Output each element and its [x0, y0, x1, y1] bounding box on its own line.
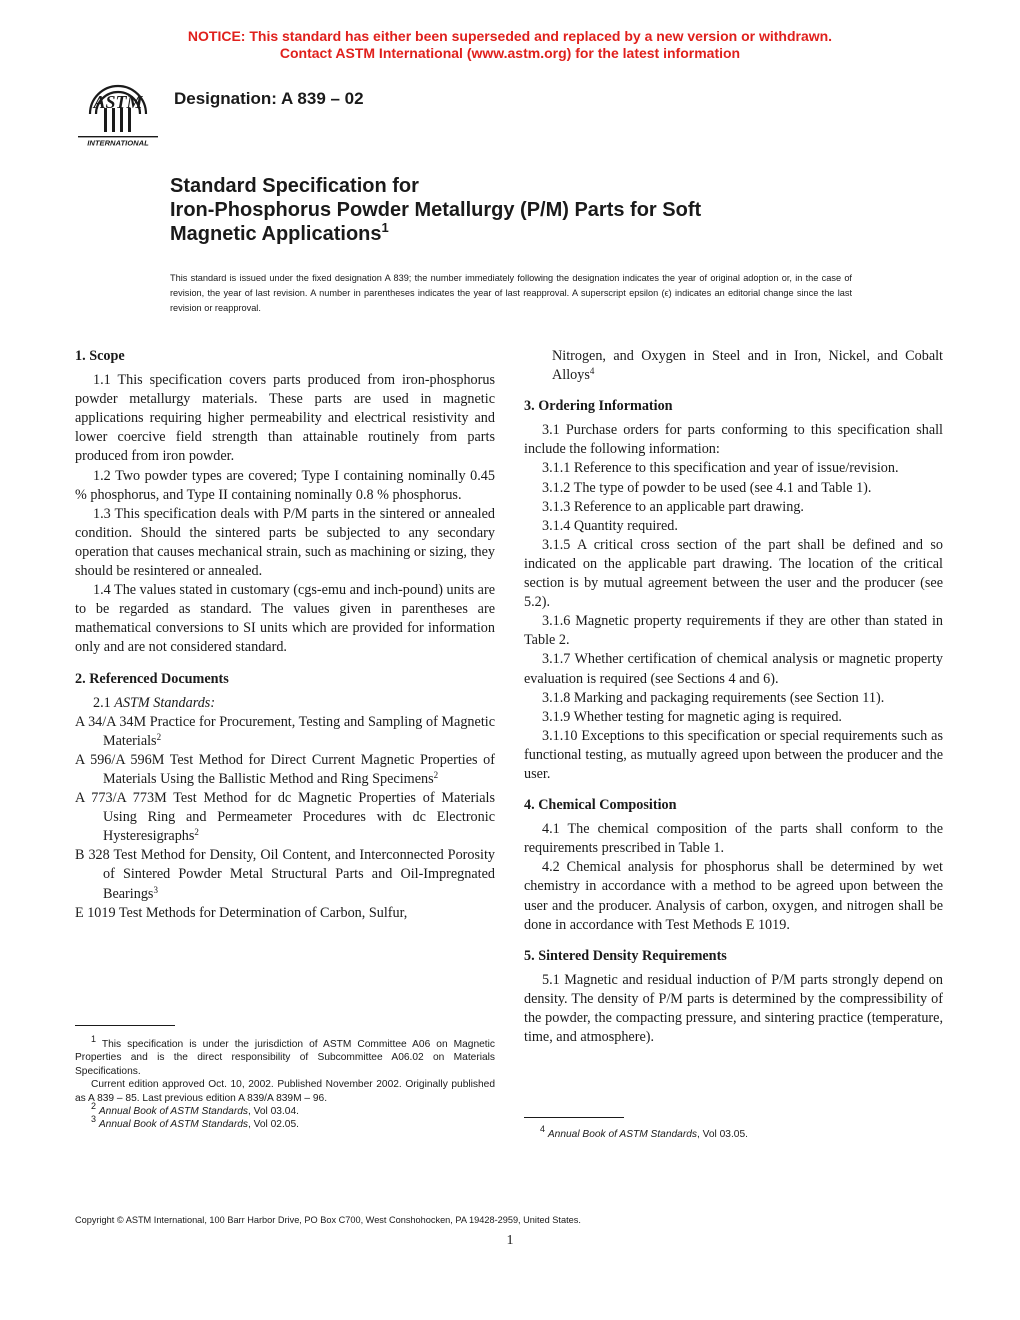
title-line-2: Iron-Phosphorus Powder Metallurgy (P/M) Parts for Soft	[170, 199, 702, 221]
ordering-paragraph: 3.1.5 A critical cross section of the part shall be defined and so indicated on the applicable part drawing. The location of the critical section is by mutual agreement between the user and the producer (see 5.2).	[524, 536, 943, 611]
ordering-paragraph: 3.1.10 Exceptions to this specification or special requirements such as functional testing, as mutually agreed upon between the producer and the user.	[524, 727, 943, 782]
paragraph-1-2: 1.2 Two powder types are covered; Type I containing nominally 0.45 % phosphorus, and Type II containing nominally 0.8 % phosphorus.	[75, 467, 495, 503]
reference-item: A 773/A 773M Test Method for dc Magnetic Properties of Materials Using Ring and Permeameter Procedures with dc Electronic Hysteresigraphs$^2$	[75, 790, 495, 845]
logo-text: ASTM	[93, 92, 143, 112]
notice-line-2: Contact ASTM International (www.astm.org) for the latest information	[279, 45, 741, 61]
ordering-paragraph: 3.1.4 Quantity required.	[542, 517, 678, 534]
referenced-documents-heading: 2. Referenced Documents	[75, 670, 229, 687]
page-number: 1	[506, 1233, 514, 1248]
ordering-paragraph: 3.1.1 Reference to this specification and year of issue/revision.	[542, 460, 899, 477]
ordering-paragraph: 3.1.7 Whether certification of chemical analysis or magnetic property evaluation is required (see Sections 4 and 6).	[524, 651, 943, 687]
left-column	[75, 347, 495, 923]
footnote-rule-left	[75, 1025, 175, 1026]
ordering-paragraph: 3.1.6 Magnetic property requirements if they are other than stated in Table 2.	[524, 613, 943, 649]
ordering-paragraph: 3.1.3 Reference to an applicable part drawing.	[542, 498, 804, 515]
sintered-density-heading: 5. Sintered Density Requirements	[524, 947, 727, 964]
ordering-paragraph: 3.1 Purchase orders for parts conforming to this specification shall include the following information:	[524, 422, 943, 458]
right-column	[524, 347, 943, 1047]
paragraph-1-4: 1.4 The values stated in customary (cgs-emu and inch-pound) units are to be regarded as standard. The values given in parentheses are mathematical conversions to SI units which are provided for information only and are not considered standard.	[75, 582, 496, 656]
footnote-2: $^2$ Annual Book of ASTM Standards, Vol 03.04.	[91, 1101, 299, 1118]
chemical-paragraph: 4.1 The chemical composition of the parts shall conform to the requirements prescribed in Table 1.	[524, 821, 943, 857]
reference-item: E 1019 Test Methods for Determination of Carbon, Sulfur,	[75, 904, 408, 921]
issued-note: This standard is issued under the fixed designation A 839; the number immediately following the designation indicates the year of original adoption or, in the case of revision, the year of last revision. A number in parentheses indicates the year of last reapproval. A superscript epsilon (ϵ) indicates an editorial change since the last revision or reapproval.	[170, 273, 852, 313]
footnote-rule-right	[524, 1117, 624, 1118]
title-line-3: Magnetic Applications$^1$	[170, 220, 389, 245]
ordering-paragraph: 3.1.2 The type of powder to be used (see 4.1 and Table 1).	[542, 479, 872, 496]
footnote-4: $^4$ Annual Book of ASTM Standards, Vol 03.05.	[540, 1124, 748, 1140]
notice-line-1: NOTICE: This standard has either been superseded and replaced by a new version or withdrawn.	[187, 28, 833, 44]
designation: Designation: A 839 – 02	[174, 89, 364, 108]
footnote-1-edition: Current edition approved Oct. 10, 2002. Published November 2002. Originally published as A 839 – 85. Last previous edition A 839/A 839M – 96.	[75, 1079, 495, 1104]
density-paragraph: 5.1 Magnetic and residual induction of P/M parts strongly depend on density. The density of P/M parts is determined by the compressibility of the powder, the compacting pressure, and sintering practice (temperature, time, and atmosphere).	[524, 971, 943, 1046]
copyright-line: Copyright © ASTM International, 100 Barr Harbor Drive, PO Box C700, West Conshohocken, PA 19428-2959, United States.	[75, 1215, 581, 1225]
reference-item: A 596/A 596M Test Method for Direct Current Magnetic Properties of Materials Using the Ballistic Method and Ring Specimens$^2$	[75, 751, 495, 787]
reference-item: A 34/A 34M Practice for Procurement, Testing and Sampling of Magnetic Materials$^2$	[75, 713, 495, 749]
ordering-paragraph: 3.1.9 Whether testing for magnetic aging is required.	[542, 708, 842, 725]
supersede-notice	[0, 28, 1020, 62]
footnote-3: $^3$ Annual Book of ASTM Standards, Vol 02.05.	[91, 1114, 299, 1131]
footnotes-left	[75, 1034, 495, 1132]
paragraph-1-3: 1.3 This specification deals with P/M parts in the sintered or annealed condition. Should the sintered parts be subjected to any secondary operation that causes mechanical strain, such as machining or sizing, they should be resintered or annealed.	[75, 505, 495, 580]
ordering-information-heading: 3. Ordering Information	[524, 398, 673, 415]
scope-heading: 1. Scope	[75, 348, 125, 364]
footnote-1: $^1$ This specification is under the jurisdiction of ASTM Committee A06 on Magnetic Properties and is the direct responsibility of Subcommittee A06.02 on Materials Specifications.	[75, 1034, 495, 1077]
paragraph-1-1: 1.1 This specification covers parts produced from iron-phosphorus powder metallurgy materials. These parts are used in magnetic applications requiring higher permeability and electrical resistivity and lower coercive field strength than attainable routinely from parts produced from iron powder.	[75, 372, 495, 465]
ordering-paragraph: 3.1.8 Marking and packaging requirements (see Section 11).	[542, 689, 885, 706]
astm-standards-label: 2.1 ASTM Standards:	[93, 694, 216, 711]
title-line-1: Standard Specification for	[170, 175, 419, 197]
reference-continuation: Nitrogen, and Oxygen in Steel and in Iron, Nickel, and Cobalt Alloys$^4$	[552, 348, 943, 384]
footnotes-right	[524, 1124, 943, 1141]
reference-item: B 328 Test Method for Density, Oil Content, and Interconnected Porosity of Sintered Powder Metal Structural Parts and Oil-Impregnated Bearings$^3$	[75, 847, 495, 902]
astm-logo	[76, 78, 160, 148]
chemical-composition-heading: 4. Chemical Composition	[524, 797, 677, 814]
chemical-paragraph: 4.2 Chemical analysis for phosphorus shall be determined by wet chemistry in accordance with a method to be agreed upon between the user and the producer. Analysis of carbon, oxygen, and nitrogen shall be done in accordance with Test Methods E 1019.	[524, 859, 943, 933]
document-title	[170, 174, 870, 246]
title-footnote-mark: 1	[381, 220, 389, 235]
logo-subtext: INTERNATIONAL	[87, 138, 149, 148]
